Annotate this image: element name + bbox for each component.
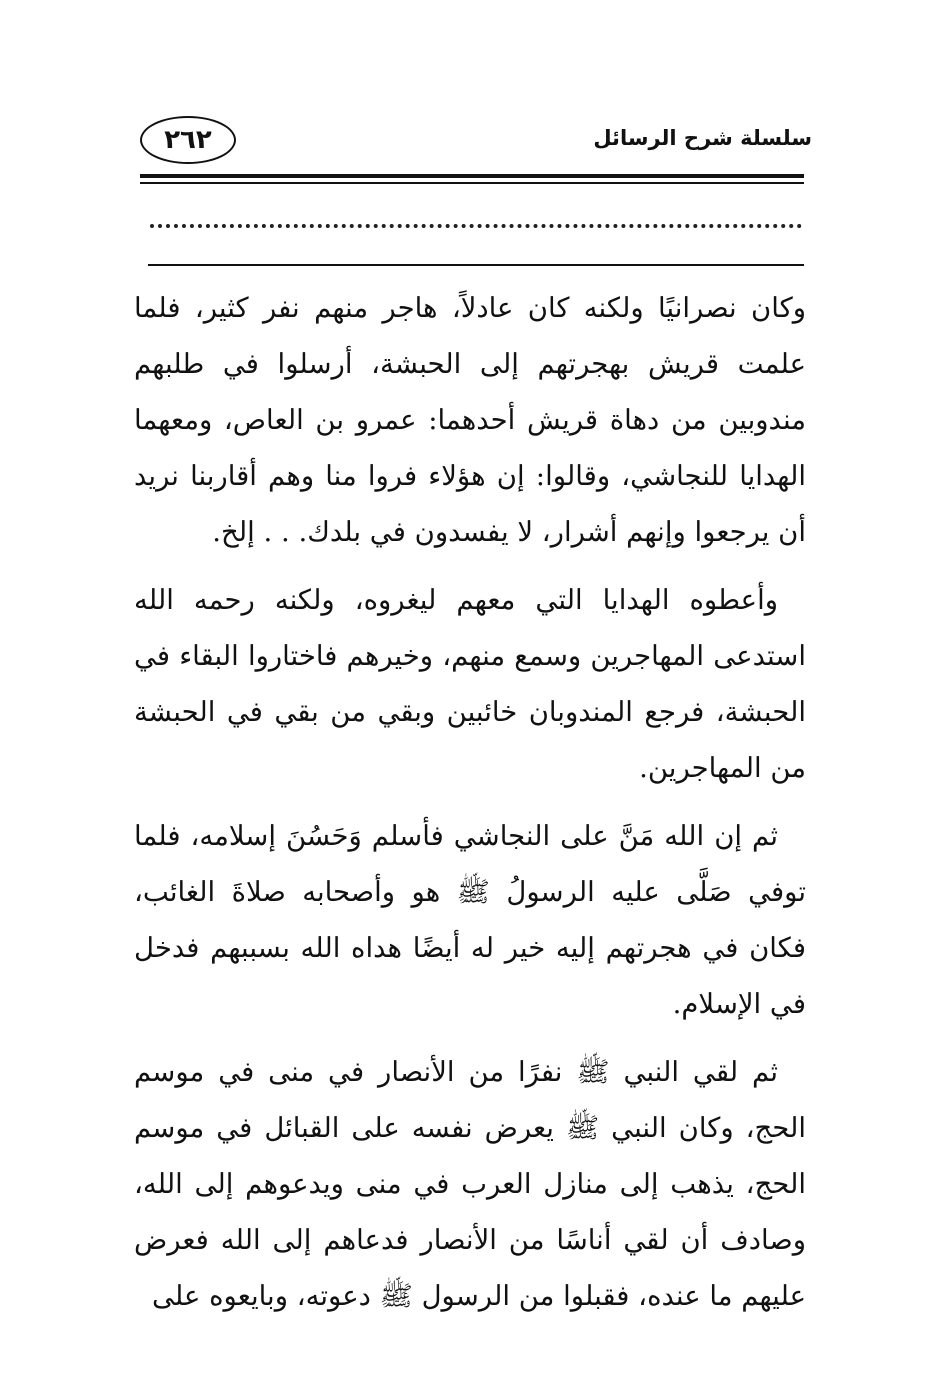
page-header [140, 112, 812, 172]
paragraph: وأعطوه الهدايا التي معهم ليغروه، ولكنه رحمه الله استدعى المهاجرين وسمع منهم، وخيرهم فاختاروا البقاء في الحبشة، فرجع المندوبان خائبين وبقي من بقي في الحبشة من المهاجرين. [134, 584, 806, 784]
header-rule-thick [140, 174, 804, 178]
page-number-badge: ٢٦٢ [140, 116, 236, 164]
running-title: سلسلة شرح الرسائل [593, 126, 812, 150]
footnote-dotted-line [150, 188, 802, 228]
body-text [134, 280, 806, 1336]
section-separator-rule [148, 264, 804, 266]
paragraph: ثم إن الله مَنَّ على النجاشي فأسلم وَحَسُنَ إسلامه، فلما توفي صَلَّى عليه الرسولُ ﷺ هو وأصحابه صلاةَ الغائب، فكان في هجرتهم إليه خير له أيضًا هداه الله بسببهم فدخل في الإسلام. [134, 820, 806, 1020]
paragraph: وكان نصرانيًا ولكنه كان عادلاً، هاجر منهم نفر كثير، فلما علمت قريش بهجرتهم إلى الحبشة، أرسلوا في طلبهم مندوبين من دهاة قريش أحدهما: عمرو بن العاص، ومعهما الهدايا للنجاشي، وقالوا: إن هؤلاء فروا منا وهم أقاربنا نريد أن يرجعوا وإنهم أشرار، لا يفسدون في بلدك. . . إلخ. [134, 292, 806, 548]
paragraph: ثم لقي النبي ﷺ نفرًا من الأنصار في منى في موسم الحج، وكان النبي ﷺ يعرض نفسه على القبائل في موسم الحج، يذهب إلى منازل العرب في منى ويدعوهم إلى الله، وصادف أن لقي أناسًا من الأنصار فدعاهم إلى الله فعرض عليهم ما عنده، فقبلوا من الرسول ﷺ دعوته، وبايعوه على [134, 1056, 806, 1312]
header-rule-thin [140, 182, 804, 184]
